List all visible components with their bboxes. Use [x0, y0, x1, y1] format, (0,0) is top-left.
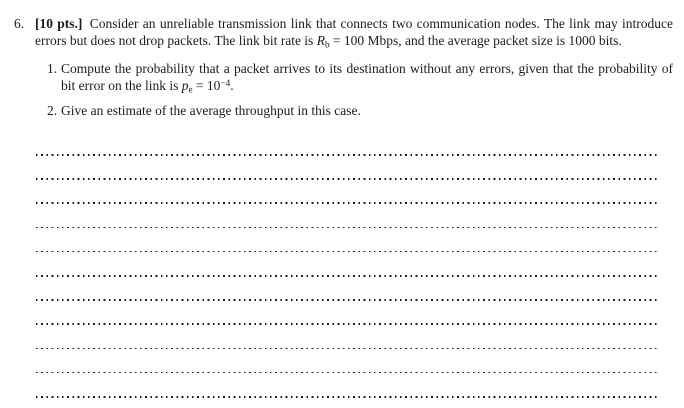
answer-line: [36, 154, 657, 156]
answer-line: [36, 178, 657, 180]
sub-question-1-number: 1.: [47, 61, 58, 76]
question-block: [14, 15, 673, 49]
sub-question-2-number: 2.: [47, 103, 58, 118]
math-bit-rate-symbol: $R_b$: [316, 33, 330, 50]
answer-line: [36, 372, 657, 374]
sub-question-2: [47, 102, 673, 119]
question-body-part2: = 100 Mbps, and the average packet size is 1000 bits.: [332, 33, 622, 48]
answer-line: [36, 251, 657, 253]
sub-question-1: [47, 60, 673, 94]
math-bit-error-value: = $10^{-4}$.: [195, 78, 234, 93]
sub-question-2-text: Give an estimate of the average throughput in this case.: [61, 103, 361, 118]
answer-line: [36, 275, 657, 277]
math-bit-error-symbol: $p_e$: [181, 78, 193, 95]
question-text: [35, 15, 673, 49]
answer-line: [36, 348, 657, 350]
answer-lines-area: [36, 154, 657, 398]
sub-question-1-part1: Compute the probability that a packet arrives to its destination without any errors, given that the probability of bit error on the link is: [61, 61, 673, 93]
sub-question-1-text: [61, 60, 673, 94]
question-number: 6.: [14, 16, 25, 31]
answer-line: [36, 227, 657, 229]
answer-line: [36, 299, 657, 301]
answer-line: [36, 202, 657, 204]
points-label: [10 pts.]: [35, 16, 83, 31]
question-body-part1: Consider an unreliable transmission link that connects two communication nodes. The link may introduce errors but does not drop packets. The link bit rate is: [35, 16, 674, 48]
answer-line: [36, 323, 657, 325]
answer-line: [36, 396, 657, 398]
